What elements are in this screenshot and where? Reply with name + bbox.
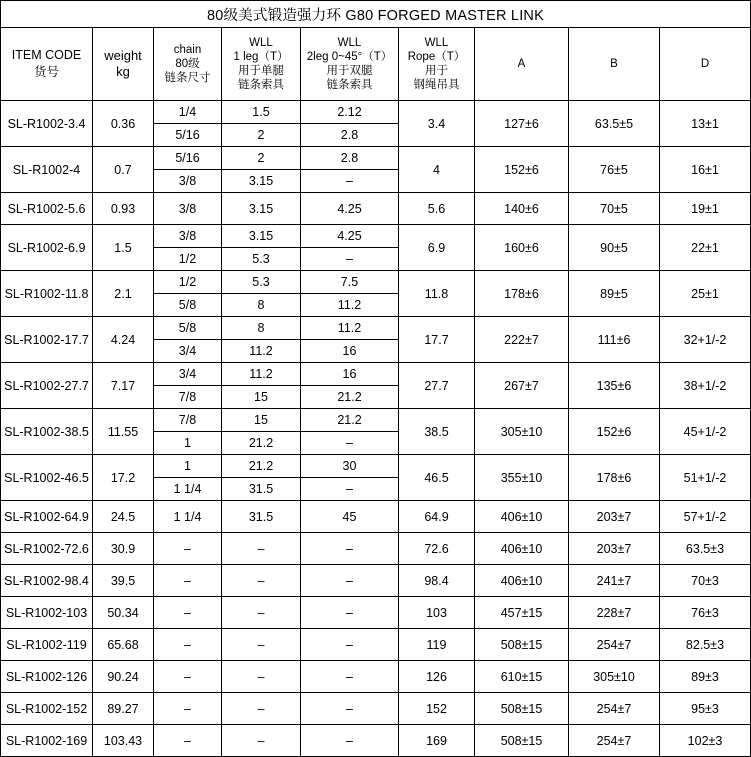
cell-wll-rope: 72.6 [399, 533, 475, 565]
cell-wll2: – [301, 248, 399, 271]
cell-weight: 30.9 [93, 533, 154, 565]
cell-chain: 3/4 [154, 363, 222, 386]
cell-dim-b: 305±10 [569, 661, 660, 693]
cell-wll1: 3.15 [222, 193, 301, 225]
cell-dim-d: 22±1 [660, 225, 751, 271]
header-weight-unit: kg [116, 64, 130, 79]
table-row [1, 193, 751, 225]
cell-dim-a: 127±6 [475, 101, 569, 147]
header-dim-b: B [569, 28, 660, 101]
cell-chain: 3/8 [154, 225, 222, 248]
cell-wll1: 11.2 [222, 340, 301, 363]
cell-dim-a: 406±10 [475, 533, 569, 565]
cell-item-code: SL-R1002-6.9 [1, 225, 93, 271]
header-rope-cn1: 用于 [425, 65, 448, 77]
header-wll2-title: WLL [337, 36, 362, 49]
cell-dim-d: 63.5±3 [660, 533, 751, 565]
cell-weight: 39.5 [93, 565, 154, 597]
cell-wll1: – [222, 725, 301, 757]
cell-dim-d: 16±1 [660, 147, 751, 193]
cell-item-code: SL-R1002-72.6 [1, 533, 93, 565]
cell-dim-a: 222±7 [475, 317, 569, 363]
cell-wll2: 2.8 [301, 147, 399, 170]
cell-chain: 5/16 [154, 124, 222, 147]
cell-wll2: – [301, 432, 399, 455]
cell-dim-a: 355±10 [475, 455, 569, 501]
table-row [1, 409, 751, 432]
header-item-code-cn: 货号 [33, 65, 59, 79]
header-chain-size [154, 28, 222, 101]
header-item-code-en: ITEM CODE [11, 48, 82, 63]
cell-dim-a: 508±15 [475, 629, 569, 661]
cell-chain: – [154, 533, 222, 565]
header-wll1-cn1: 用于单腿 [238, 65, 284, 77]
table-row [1, 455, 751, 478]
cell-weight: 65.68 [93, 629, 154, 661]
cell-wll1: 3.15 [222, 225, 301, 248]
cell-weight: 1.5 [93, 225, 154, 271]
header-item-code [1, 28, 93, 101]
header-chain-cn: 链条尺寸 [164, 72, 211, 84]
header-rope-cn2: 钢绳吊具 [413, 79, 460, 92]
header-weight-label: weight [104, 48, 142, 64]
header-wll-1leg [222, 28, 301, 101]
cell-chain: 1 1/4 [154, 478, 222, 501]
header-rope-sub: Rope（T） [407, 50, 466, 63]
cell-wll1: 5.3 [222, 271, 301, 294]
cell-weight: 2.1 [93, 271, 154, 317]
cell-chain: 7/8 [154, 386, 222, 409]
cell-weight: 17.2 [93, 455, 154, 501]
cell-dim-b: 254±7 [569, 725, 660, 757]
cell-dim-b: 152±6 [569, 409, 660, 455]
cell-wll2: – [301, 661, 399, 693]
cell-item-code: SL-R1002-4 [1, 147, 93, 193]
cell-dim-b: 89±5 [569, 271, 660, 317]
cell-dim-a: 508±15 [475, 693, 569, 725]
cell-dim-b: 241±7 [569, 565, 660, 597]
cell-wll-rope: 5.6 [399, 193, 475, 225]
cell-wll-rope: 6.9 [399, 225, 475, 271]
cell-dim-b: 254±7 [569, 693, 660, 725]
cell-chain: – [154, 565, 222, 597]
cell-weight: 0.7 [93, 147, 154, 193]
cell-chain: 1/2 [154, 271, 222, 294]
cell-chain: 7/8 [154, 409, 222, 432]
cell-weight: 7.17 [93, 363, 154, 409]
cell-dim-a: 178±6 [475, 271, 569, 317]
cell-wll-rope: 38.5 [399, 409, 475, 455]
table-row [1, 725, 751, 757]
cell-chain: 5/8 [154, 317, 222, 340]
cell-wll-rope: 98.4 [399, 565, 475, 597]
header-wll1-cn2: 链条索具 [238, 79, 284, 92]
cell-chain: 1/2 [154, 248, 222, 271]
cell-wll-rope: 119 [399, 629, 475, 661]
cell-dim-d: 70±3 [660, 565, 751, 597]
cell-wll2: 16 [301, 363, 399, 386]
cell-wll-rope: 152 [399, 693, 475, 725]
cell-wll1: – [222, 693, 301, 725]
cell-chain: – [154, 629, 222, 661]
cell-chain: 5/16 [154, 147, 222, 170]
cell-wll1: – [222, 565, 301, 597]
cell-item-code: SL-R1002-98.4 [1, 565, 93, 597]
cell-weight: 11.55 [93, 409, 154, 455]
cell-dim-d: 51+1/-2 [660, 455, 751, 501]
cell-dim-b: 76±5 [569, 147, 660, 193]
cell-item-code: SL-R1002-119 [1, 629, 93, 661]
cell-item-code: SL-R1002-46.5 [1, 455, 93, 501]
cell-chain: – [154, 725, 222, 757]
cell-dim-d: 95±3 [660, 693, 751, 725]
cell-chain: 3/8 [154, 193, 222, 225]
cell-wll-rope: 17.7 [399, 317, 475, 363]
cell-weight: 4.24 [93, 317, 154, 363]
cell-dim-b: 254±7 [569, 629, 660, 661]
cell-item-code: SL-R1002-103 [1, 597, 93, 629]
cell-wll-rope: 64.9 [399, 501, 475, 533]
cell-dim-b: 178±6 [569, 455, 660, 501]
cell-dim-a: 508±15 [475, 725, 569, 757]
cell-wll1: 8 [222, 294, 301, 317]
cell-weight: 24.5 [93, 501, 154, 533]
header-dim-d: D [660, 28, 751, 101]
cell-wll-rope: 126 [399, 661, 475, 693]
cell-wll2: – [301, 693, 399, 725]
cell-chain: 1/4 [154, 101, 222, 124]
table-row [1, 317, 751, 340]
cell-dim-b: 203±7 [569, 533, 660, 565]
cell-item-code: SL-R1002-169 [1, 725, 93, 757]
cell-dim-a: 457±15 [475, 597, 569, 629]
cell-wll1: 21.2 [222, 455, 301, 478]
table-row [1, 629, 751, 661]
cell-dim-d: 13±1 [660, 101, 751, 147]
cell-weight: 89.27 [93, 693, 154, 725]
cell-dim-d: 102±3 [660, 725, 751, 757]
cell-dim-b: 228±7 [569, 597, 660, 629]
cell-weight: 103.43 [93, 725, 154, 757]
cell-wll-rope: 4 [399, 147, 475, 193]
cell-weight: 90.24 [93, 661, 154, 693]
cell-chain: – [154, 693, 222, 725]
cell-wll2: – [301, 629, 399, 661]
cell-wll1: 1.5 [222, 101, 301, 124]
cell-item-code: SL-R1002-3.4 [1, 101, 93, 147]
cell-item-code: SL-R1002-5.6 [1, 193, 93, 225]
cell-wll2: 21.2 [301, 386, 399, 409]
cell-dim-b: 111±6 [569, 317, 660, 363]
cell-wll2: – [301, 597, 399, 629]
cell-wll-rope: 169 [399, 725, 475, 757]
header-chain-en: chain [173, 43, 202, 56]
table-row [1, 101, 751, 124]
cell-item-code: SL-R1002-17.7 [1, 317, 93, 363]
header-wll1-title: WLL [249, 36, 273, 49]
cell-wll2: 4.25 [301, 225, 399, 248]
cell-wll1: 31.5 [222, 501, 301, 533]
cell-chain: – [154, 597, 222, 629]
cell-dim-b: 90±5 [569, 225, 660, 271]
table-row [1, 225, 751, 248]
cell-wll1: 2 [222, 147, 301, 170]
cell-wll2: 2.8 [301, 124, 399, 147]
cell-chain: – [154, 661, 222, 693]
cell-chain: 1 [154, 455, 222, 478]
table-row [1, 533, 751, 565]
header-wll2-cn1: 用于双腿 [326, 65, 373, 77]
cell-wll2: – [301, 170, 399, 193]
cell-wll2: 11.2 [301, 294, 399, 317]
cell-wll1: – [222, 533, 301, 565]
cell-chain: 3/8 [154, 170, 222, 193]
cell-dim-d: 32+1/-2 [660, 317, 751, 363]
cell-wll2: 45 [301, 501, 399, 533]
table-row [1, 363, 751, 386]
cell-weight: 0.93 [93, 193, 154, 225]
cell-wll2: – [301, 725, 399, 757]
cell-wll2: 21.2 [301, 409, 399, 432]
cell-dim-a: 406±10 [475, 565, 569, 597]
cell-wll1: 21.2 [222, 432, 301, 455]
cell-wll1: 2 [222, 124, 301, 147]
cell-wll1: 15 [222, 409, 301, 432]
table-row [1, 661, 751, 693]
cell-wll1: 11.2 [222, 363, 301, 386]
cell-dim-d: 45+1/-2 [660, 409, 751, 455]
cell-chain: 3/4 [154, 340, 222, 363]
cell-wll2: – [301, 533, 399, 565]
cell-wll1: 8 [222, 317, 301, 340]
table-row [1, 271, 751, 294]
header-chain-grade: 80级 [175, 57, 200, 70]
cell-wll-rope: 3.4 [399, 101, 475, 147]
cell-wll2: 30 [301, 455, 399, 478]
cell-dim-d: 76±3 [660, 597, 751, 629]
cell-item-code: SL-R1002-152 [1, 693, 93, 725]
cell-wll-rope: 27.7 [399, 363, 475, 409]
cell-wll-rope: 11.8 [399, 271, 475, 317]
cell-wll2: 16 [301, 340, 399, 363]
cell-dim-b: 203±7 [569, 501, 660, 533]
cell-item-code: SL-R1002-11.8 [1, 271, 93, 317]
cell-dim-d: 89±3 [660, 661, 751, 693]
table-title-row [1, 1, 751, 28]
header-wll2-sub: 2leg 0~45°（T） [306, 50, 393, 63]
table-row [1, 693, 751, 725]
cell-wll2: 4.25 [301, 193, 399, 225]
cell-dim-b: 63.5±5 [569, 101, 660, 147]
cell-wll1: – [222, 629, 301, 661]
cell-item-code: SL-R1002-27.7 [1, 363, 93, 409]
cell-wll1: 31.5 [222, 478, 301, 501]
cell-wll2: – [301, 565, 399, 597]
table-row [1, 597, 751, 629]
cell-weight: 50.34 [93, 597, 154, 629]
cell-item-code: SL-R1002-64.9 [1, 501, 93, 533]
cell-wll1: 3.15 [222, 170, 301, 193]
cell-item-code: SL-R1002-126 [1, 661, 93, 693]
cell-dim-d: 38+1/-2 [660, 363, 751, 409]
cell-chain: 5/8 [154, 294, 222, 317]
cell-chain: 1 [154, 432, 222, 455]
header-rope-title: WLL [424, 36, 449, 49]
cell-dim-d: 19±1 [660, 193, 751, 225]
cell-dim-a: 610±15 [475, 661, 569, 693]
cell-wll2: – [301, 478, 399, 501]
cell-wll2: 2.12 [301, 101, 399, 124]
header-wll-rope [399, 28, 475, 101]
cell-dim-a: 305±10 [475, 409, 569, 455]
header-wll-2leg [301, 28, 399, 101]
cell-dim-d: 57+1/-2 [660, 501, 751, 533]
header-wll2-cn2: 链条索具 [326, 79, 373, 92]
cell-weight: 0.36 [93, 101, 154, 147]
page-title: 80级美式锻造强力环 G80 FORGED MASTER LINK [1, 1, 751, 28]
cell-dim-d: 82.5±3 [660, 629, 751, 661]
table-row [1, 565, 751, 597]
cell-wll1: – [222, 597, 301, 629]
cell-chain: 1 1/4 [154, 501, 222, 533]
cell-wll2: 11.2 [301, 317, 399, 340]
header-weight [93, 28, 154, 101]
cell-wll-rope: 103 [399, 597, 475, 629]
table-header-row [1, 28, 751, 101]
cell-wll1: 5.3 [222, 248, 301, 271]
cell-wll1: – [222, 661, 301, 693]
cell-dim-b: 70±5 [569, 193, 660, 225]
cell-wll1: 15 [222, 386, 301, 409]
cell-dim-b: 135±6 [569, 363, 660, 409]
cell-dim-a: 406±10 [475, 501, 569, 533]
table-row [1, 147, 751, 170]
cell-dim-a: 160±6 [475, 225, 569, 271]
cell-wll2: 7.5 [301, 271, 399, 294]
cell-item-code: SL-R1002-38.5 [1, 409, 93, 455]
cell-dim-a: 152±6 [475, 147, 569, 193]
cell-wll-rope: 46.5 [399, 455, 475, 501]
table-row [1, 501, 751, 533]
cell-dim-a: 140±6 [475, 193, 569, 225]
cell-dim-d: 25±1 [660, 271, 751, 317]
header-wll1-sub: 1 leg（T） [233, 50, 289, 63]
header-dim-a: A [475, 28, 569, 101]
cell-dim-a: 267±7 [475, 363, 569, 409]
